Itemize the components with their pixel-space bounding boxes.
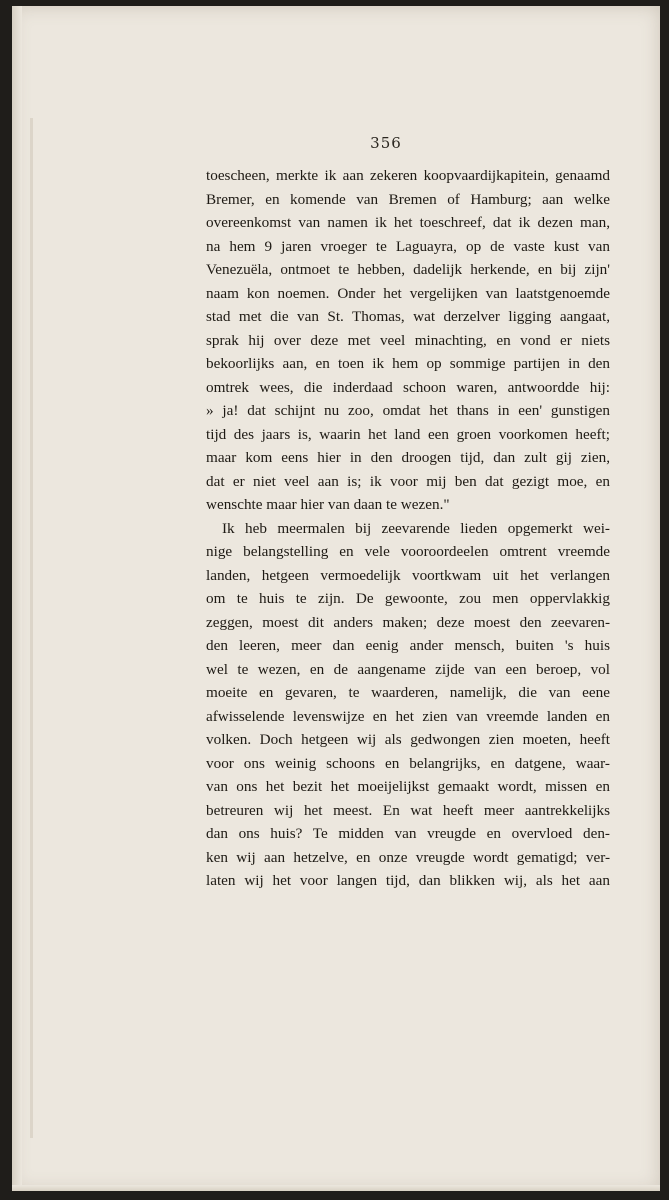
text-line: afwisselende levenswijze en het zien van vreemde landen en (206, 707, 610, 725)
text-line: tijd des jaars is, waarin het land een groen voorkomen heeft; (206, 425, 610, 443)
text-line: stad met die van St. Thomas, wat derzelver ligging aangaat, (206, 308, 610, 326)
paragraph-start: Ik heb meermalen bij zeevarende lieden opgemerkt wei- (222, 519, 610, 537)
text-line: na hem 9 jaren vroeger te Laguayra, op de vaste kust van (206, 237, 610, 255)
page-bottom-edge (12, 1185, 660, 1191)
text-line: omtrek wees, die inderdaad schoon waren, antwoordde hij: (206, 378, 610, 396)
text-line: Venezuëla, ontmoet te hebben, dadelijk herkende, en bij zijn' (206, 261, 610, 279)
text-line: moeite en gevaren, te waarderen, namelijk, die van eene (206, 684, 610, 702)
page-binding (12, 6, 22, 1191)
book-page (12, 6, 660, 1191)
text-line: wel te wezen, en de aangename zijde van een beroep, vol (206, 660, 610, 678)
text-line: toescheen, merkte ik aan zekeren koopvaardijkapitein, genaamd (206, 167, 610, 184)
text-line: dat er niet veel aan is; ik voor mij ben dat gezigt moe, en (206, 472, 610, 490)
text-line: wenschte maar hier van daan te wezen." (206, 496, 450, 514)
text-line: voor ons weinig schoons en belangrijks, en datgene, waar- (206, 754, 610, 772)
text-line: » ja! dat schijnt nu zoo, omdat het thans in een' gunstigen (206, 402, 610, 420)
text-line: landen, hetgeen vermoedelijk voortkwam uit het verlangen (206, 566, 610, 584)
text-line: Bremer, en komende van Bremen of Hamburg; aan welke (206, 190, 610, 208)
text-line: naam kon noemen. Onder het vergelijken van laatstgenoemde (206, 284, 610, 302)
text-line: volken. Doch hetgeen wij als gedwongen zien moeten, heeft (206, 731, 610, 749)
text-line: betreuren wij het meest. En wat heeft meer aantrekkelijks (206, 801, 610, 819)
text-line: sprak hij over deze met veel minachting, en vond er niets (206, 331, 610, 349)
text-line: overeenkomst van namen ik het toeschreef, dat ik dezen man, (206, 214, 610, 232)
text-line: zeggen, moest dit anders maken; deze moest den zeevaren- (206, 613, 610, 631)
text-line: nige belangstelling en vele vooroordeelen omtrent vreemde (206, 543, 610, 561)
text-line: bekoorlijks aan, en toen ik hem op sommige partijen in den (206, 355, 610, 373)
spine-shadow (30, 118, 33, 1138)
text-line: ken wij aan hetzelve, en onze vreugde wordt gematigd; ver- (206, 848, 610, 866)
body-text (206, 164, 610, 893)
text-line: den leeren, meer dan eenig ander mensch, buiten 's huis (206, 637, 610, 655)
text-line: om te huis te zijn. De gewoonte, zou men oppervlakkig (206, 590, 610, 608)
text-line: van ons het bezit het moeijelijkst gemaakt wordt, missen en (206, 778, 610, 796)
text-line: maar kom eens hier in den droogen tijd, dan zult gij zien, (206, 449, 610, 467)
text-line: dan ons huis? Te midden van vreugde en overvloed den- (206, 825, 610, 843)
page-number: 356 (370, 134, 402, 152)
text-line: laten wij het voor langen tijd, dan blikken wij, als het aan (206, 872, 610, 890)
